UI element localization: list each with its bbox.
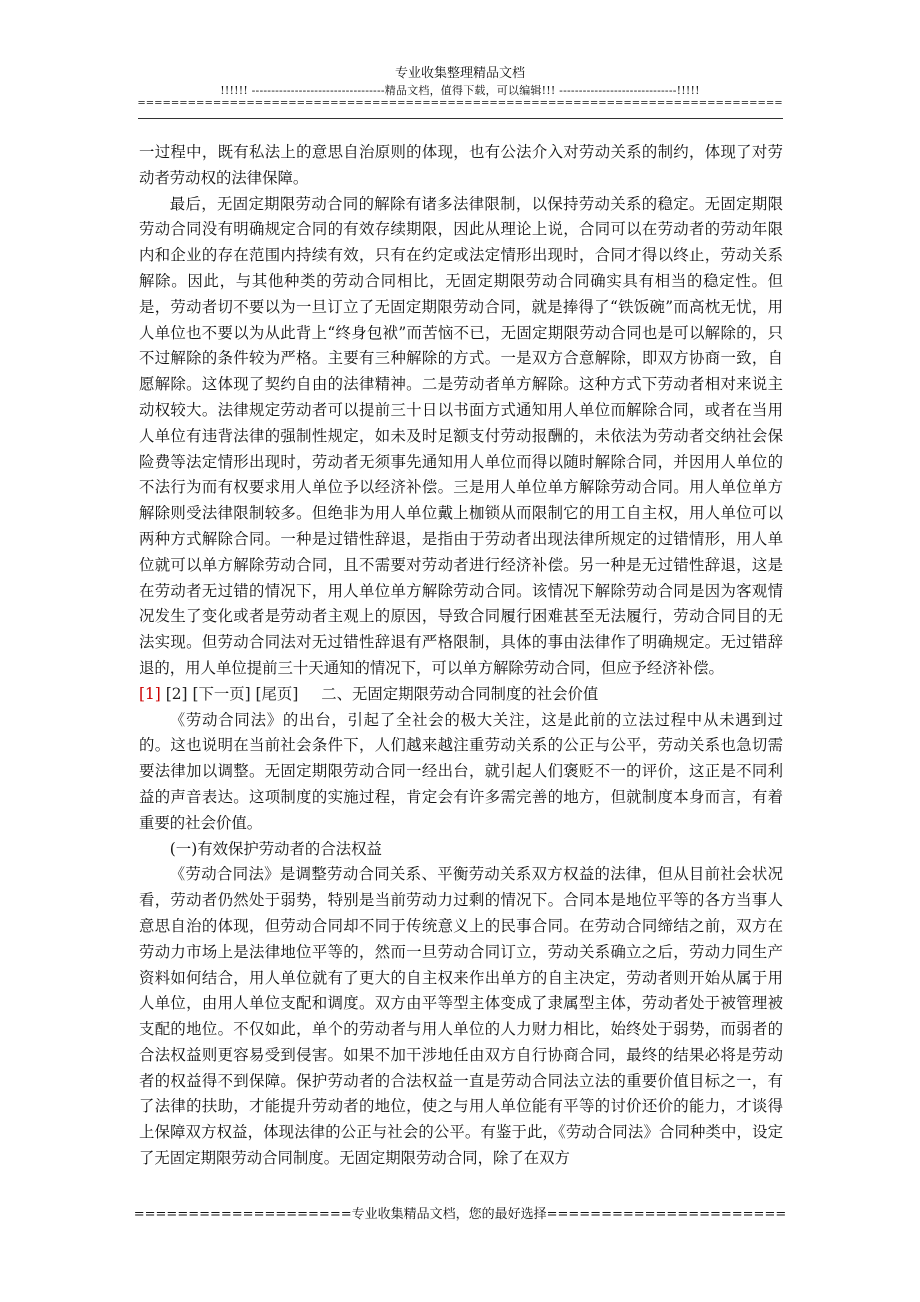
page-link-1[interactable]: [1] [139,684,161,703]
next-page-link[interactable]: [下一页] [192,684,251,703]
last-page-link[interactable]: [尾页] [255,684,299,703]
header-rule [138,118,783,119]
document-body [139,140,783,1172]
paragraph: 最后，无固定期限劳动合同的解除有诸多法律限制，以保持劳动关系的稳定。无固定期限劳动合同没有明确规定合同的有效存续期限，因此从理论上说，合同可以在劳动者的劳动年限内和企业的存在范围内持续有效，只有在约定或法定情形出现时，合同才得以终止，劳动关系解除。因此，与其他种类的劳动合同相比，无固定期限劳动合同确实具有相当的稳定性。但是，劳动者切不要以为一旦订立了无固定期限劳动合同，就是捧得了“铁饭碗”而高枕无忧，用人单位也不要以为从此背上“终身包袱”而苦恼不已，无固定期限劳动合同也是可以解除的，只不过解除的条件较为严格。主要有三种解除的方式。一是双方合意解除，即双方协商一致，自愿解除。这体现了契约自由的法律精神。二是劳动者单方解除。这种方式下劳动者相对来说主动权较大。法律规定劳动者可以提前三十日以书面方式通知用人单位而解除合同，或者在当用人单位有违背法律的强制性规定，如未及时足额支付劳动报酬的，未依法为劳动者交纳社会保险费等法定情形出现时，劳动者无须事先通知用人单位而得以随时解除合同，并因用人单位的不法行为而有权要求用人单位予以经济补偿。三是用人单位单方解除劳动合同。用人单位单方解除则受法律限制较多。但绝非为用人单位戴上枷锁从而限制它的用工自主权，用人单位可以两种方式解除合同。一种是过错性辞退，是指由于劳动者出现法律所规定的过错情形，用人单位就可以单方解除劳动合同，且不需要对劳动者进行经济补偿。另一种是无过错性辞退，这是在劳动者无过错的情况下，用人单位单方解除劳动合同。该情况下解除劳动合同是因为客观情况发生了变化或者是劳动者主观上的原因，导致合同履行困难甚至无法履行，劳动合同目的无法实现。但劳动合同法对无过错性辞退有严格限制，具体的事由法律作了明确规定。无过错辞退的，用人单位提前三十天通知的情况下，可以单方解除劳动合同，但应予经济补偿。 [139,194,783,677]
header-separator: ============================================================================= [137,99,783,109]
subsection-heading: (一)有效保护劳动者的合法权益 [169,839,382,858]
header-banner: !!!!!! ----------------------------------精品文档，值得下载，可以编辑!!! ------------------------------!!!!! [220,84,700,97]
page-header [0,66,920,109]
page-footer: ====================专业收集精品文档，您的最好选择====================== [133,1207,787,1222]
page-link-2[interactable]: [2] [165,684,188,703]
pagination-line [139,682,783,708]
section-heading: 二、无固定期限劳动合同制度的社会价值 [321,684,599,703]
paragraph: 一过程中，既有私法上的意思自治原则的体现，也有公法介入对劳动关系的制约，体现了对劳动者劳动权的法律保障。 [139,143,783,187]
header-title: 专业收集整理精品文档 [394,66,525,81]
paragraph: 《劳动合同法》的出台，引起了全社会的极大关注，这是此前的立法过程中从未遇到过的。这也说明在当前社会条件下，人们越来越注重劳动关系的公正与公平，劳动关系也急切需要法律加以调整。无固定期限劳动合同一经出台，就引起人们褒贬不一的评价，这正是不同利益的声音表达。这项制度的实施过程，肯定会有许多需完善的地方，但就制度本身而言，有着重要的社会价值。 [139,710,783,832]
paragraph: 《劳动合同法》是调整劳动合同关系、平衡劳动关系双方权益的法律，但从目前社会状况看，劳动者仍然处于弱势，特别是当前劳动力过剩的情况下。合同本是地位平等的各方当事人意思自治的体现，但劳动合同却不同于传统意义上的民事合同。在劳动合同缔结之前，双方在劳动力市场上是法律地位平等的，然而一旦劳动合同订立，劳动关系确立之后，劳动力同生产资料如何结合，用人单位就有了更大的自主权来作出单方的自主决定，劳动者则开始从属于用人单位，由用人单位支配和调度。双方由平等型主体变成了隶属型主体，劳动者处于被管理被支配的地位。不仅如此，单个的劳动者与用人单位的人力财力相比，始终处于弱势，而弱者的合法权益则更容易受到侵害。如果不加干涉地任由双方自行协商合同，最终的结果必将是劳动者的权益得不到保障。保护劳动者的合法权益一直是劳动合同法立法的重要价值目标之一，有了法律的扶助，才能提升劳动者的地位，使之与用人单位能有平等的讨价还价的能力，才谈得上保障双方权益，体现法律的公正与社会的公平。有鉴于此，《劳动合同法》合同种类中，设定了无固定期限劳动合同制度。无固定期限劳动合同，除了在双方 [139,865,783,1168]
